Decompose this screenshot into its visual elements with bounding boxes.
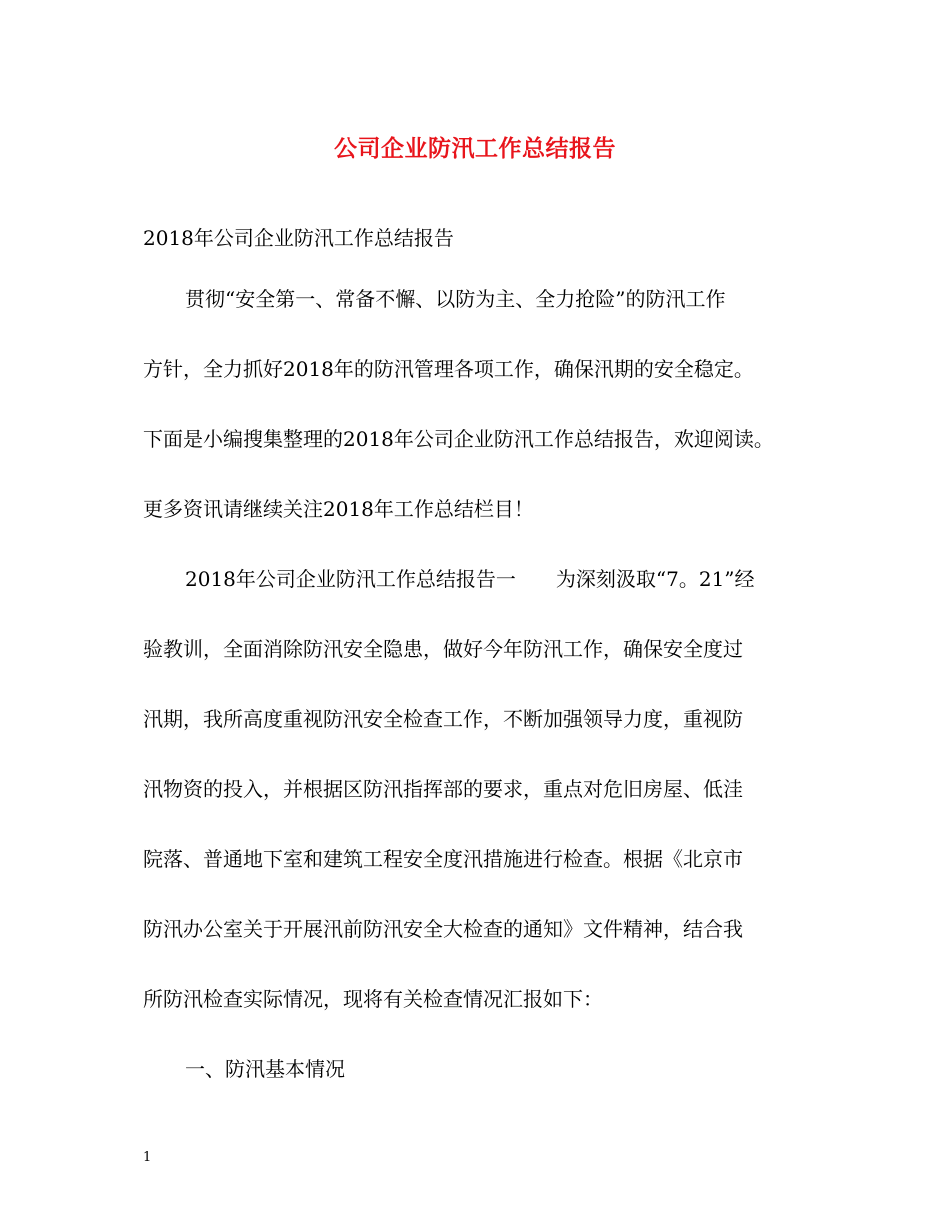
paragraph-line: 下面是小编搜集整理的2018年公司企业防汛工作总结报告，欢迎阅读。	[143, 427, 774, 451]
paragraph-line: 更多资讯请继续关注2018年工作总结栏目！	[143, 497, 534, 521]
paragraph-line: 汛物资的投入，并根据区防汛指挥部的要求，重点对危旧房屋、低洼	[143, 777, 743, 801]
paragraph-line: 防汛办公室关于开展汛前防汛安全大检查的通知》文件精神，结合我	[143, 917, 743, 941]
paragraph-line: 院落、普通地下室和建筑工程安全度汛措施进行检查。根据《北京市	[143, 847, 743, 871]
paragraph-line: 所防汛检查实际情况，现将有关检查情况汇报如下：	[143, 987, 603, 1011]
paragraph-line: 方针，全力抓好2018年的防汛管理各项工作，确保汛期的安全稳定。	[143, 357, 754, 381]
document-subtitle: 2018年公司企业防汛工作总结报告	[143, 226, 454, 250]
paragraph-line: 验教训，全面消除防汛安全隐患，做好今年防汛工作，确保安全度过	[143, 637, 743, 661]
page-number: 1	[143, 1150, 152, 1165]
paragraph-line: 贯彻“安全第一、常备不懈、以防为主、全力抢险”的防汛工作	[185, 287, 726, 311]
section-heading: 一、防汛基本情况	[185, 1057, 345, 1081]
document-title: 公司企业防汛工作总结报告	[334, 135, 616, 162]
paragraph-line: 2018年公司企业防汛工作总结报告一 为深刻汲取“7。21”经	[185, 567, 755, 591]
paragraph-line: 汛期，我所高度重视防汛安全检查工作，不断加强领导力度，重视防	[143, 707, 743, 731]
